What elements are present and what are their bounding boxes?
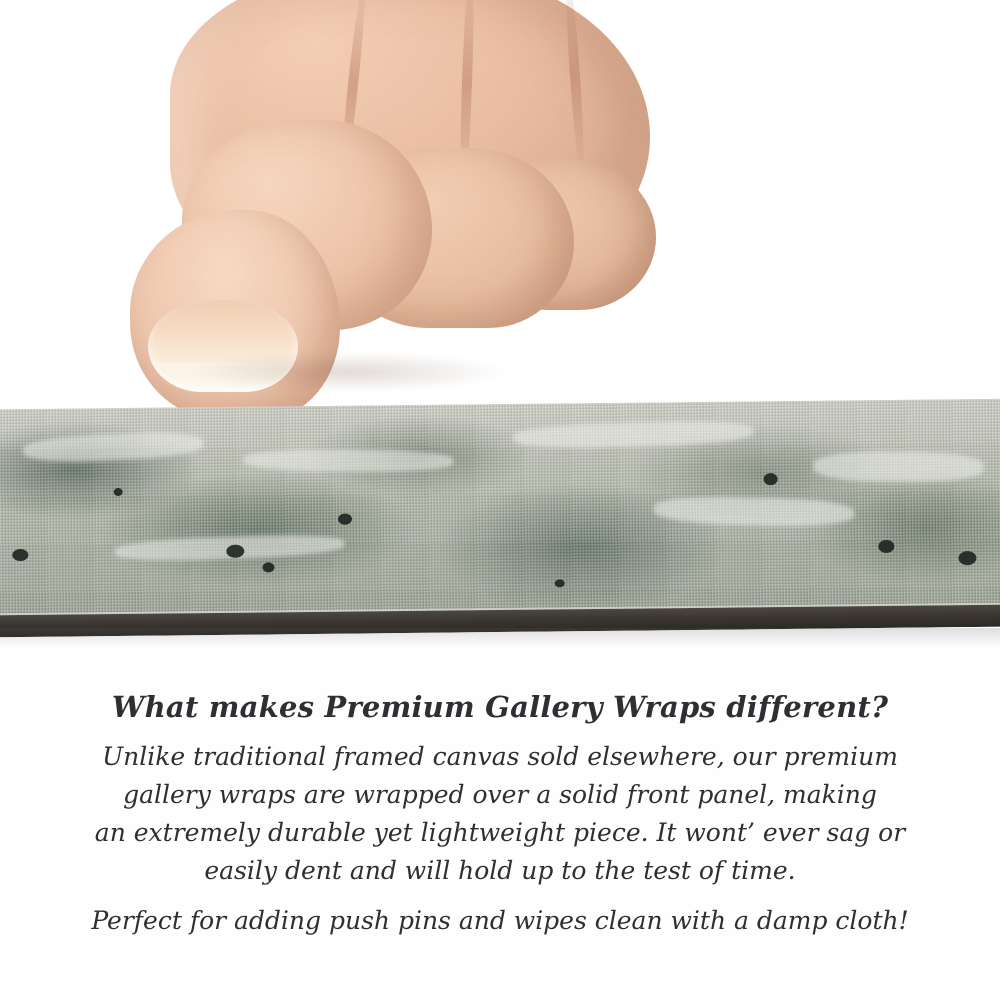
knuckle-crease (563, 0, 587, 176)
caption-closing-line: Perfect for adding push pins and wipes clean with a damp cloth! (91, 906, 909, 935)
speck (764, 473, 778, 485)
caption-block (0, 690, 1000, 940)
paint-streak (813, 451, 983, 482)
canvas-drop-shadow (0, 628, 1000, 648)
speck (114, 488, 123, 496)
paint-streak (243, 449, 453, 472)
caption-line: easily dent and will hold up to the test of time. (204, 856, 796, 885)
speck (226, 545, 244, 558)
speck (958, 551, 976, 565)
caption-line: an extremely durable yet lightweight piece. It wont’ ever sag or (94, 818, 906, 847)
speck (262, 562, 274, 572)
caption-line: gallery wraps are wrapped over a solid front panel, making (123, 780, 877, 809)
caption-headline: What makes Premium Gallery Wraps different? (111, 690, 889, 724)
canvas-edge-icon (0, 399, 1000, 638)
speck (555, 579, 565, 587)
speck (338, 514, 352, 525)
hand-shadow (190, 352, 510, 392)
hand-fist-icon (120, 0, 680, 440)
speck (878, 540, 894, 553)
caption-line: Unlike traditional framed canvas sold elsewhere, our premium (102, 742, 898, 771)
